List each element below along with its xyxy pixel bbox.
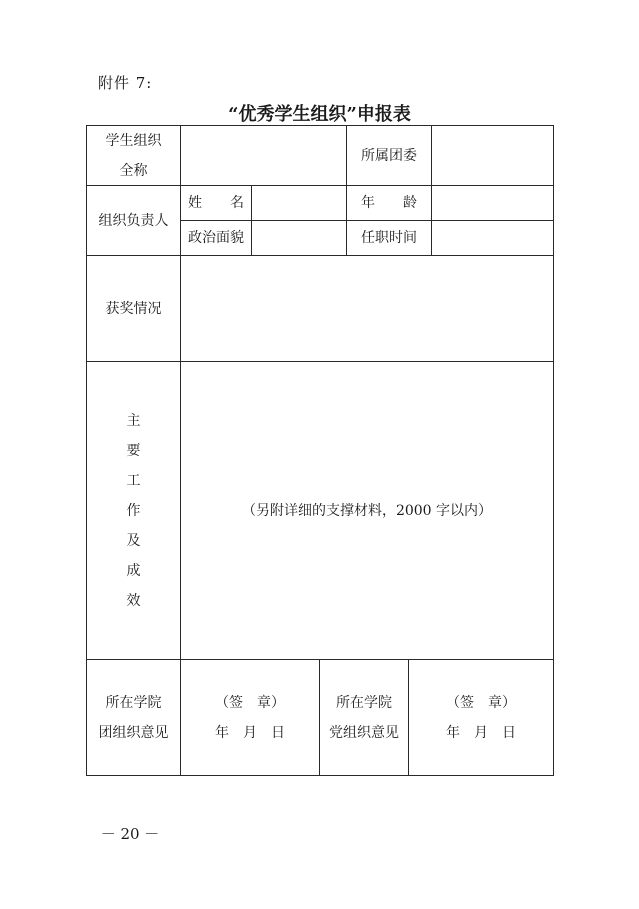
college-party-opinion-field[interactable] <box>409 660 553 775</box>
college-league-opinion-label <box>87 660 180 775</box>
main-work-char: 工 <box>126 472 141 489</box>
age-label: 年 龄 <box>361 195 417 211</box>
college-league-opinion-line2: 团组织意见 <box>98 724 169 741</box>
awards-label: 获奖情况 <box>105 300 162 317</box>
political-status-label: 政治面貌 <box>188 230 244 246</box>
main-work-char: 要 <box>126 442 141 459</box>
college-party-opinion-line1: 所在学院 <box>336 694 392 711</box>
org-full-name-field[interactable] <box>181 126 346 185</box>
attachment-label: 附件 7: <box>98 74 153 92</box>
main-work-char: 作 <box>126 502 141 519</box>
main-work-char: 及 <box>126 532 141 549</box>
form-title: “优秀学生组织”申报表 <box>228 104 411 125</box>
main-work-note: （另附详细的支撑材料，2000 字以内） <box>241 502 493 519</box>
table-border-bottom <box>86 775 554 776</box>
org-leader-label: 组织负责人 <box>98 212 169 229</box>
college-party-opinion-line2: 党组织意见 <box>329 724 399 741</box>
affiliated-league-committee-field[interactable] <box>432 126 553 185</box>
page-number: － 20 － <box>100 825 160 843</box>
name-field[interactable] <box>252 186 346 220</box>
main-work-field[interactable] <box>181 362 553 659</box>
sign-seal-text: （签 章） <box>446 694 516 711</box>
org-full-name-label <box>87 126 180 185</box>
age-field[interactable] <box>432 186 553 220</box>
main-work-char: 成 <box>126 562 141 579</box>
college-party-opinion-label <box>320 660 408 775</box>
org-full-name-label-line2: 全称 <box>119 162 148 179</box>
political-status-field[interactable] <box>252 221 346 255</box>
college-league-opinion-field[interactable] <box>181 660 319 775</box>
term-of-office-field[interactable] <box>432 221 553 255</box>
date-text: 年 月 日 <box>215 724 285 741</box>
org-full-name-label-line1: 学生组织 <box>105 132 162 149</box>
date-text: 年 月 日 <box>446 724 516 741</box>
sign-seal-text: （签 章） <box>215 694 285 711</box>
term-of-office-label: 任职时间 <box>361 230 417 246</box>
table-border-right <box>553 125 554 776</box>
main-work-char: 主 <box>126 412 141 429</box>
main-work-char: 效 <box>126 592 141 609</box>
awards-field[interactable] <box>181 256 553 361</box>
name-label: 姓 名 <box>188 195 244 211</box>
affiliated-league-committee-label: 所属团委 <box>361 147 417 164</box>
main-work-label <box>87 362 180 659</box>
college-league-opinion-line1: 所在学院 <box>105 694 162 711</box>
